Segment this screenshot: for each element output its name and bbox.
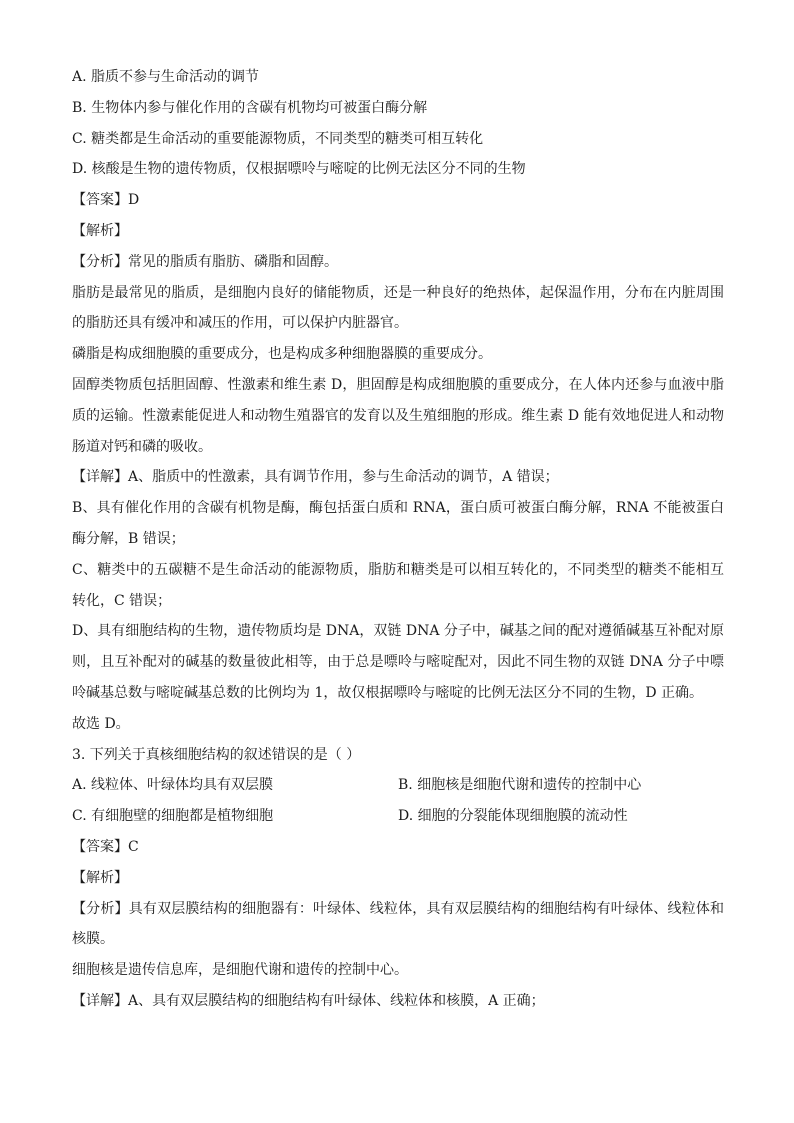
fenxi-label: 【分析】 [72,900,129,917]
q2-option-c: C. 糖类都是生命活动的重要能源物质，不同类型的糖类可相互转化 [72,130,484,147]
fenxi-text: 常见的脂质有脂肪、磷脂和固醇。 [128,253,338,270]
q3-option-c: C. 有细胞壁的细胞都是植物细胞 [72,808,274,825]
q2-option-d: D. 核酸是生物的遗传物质，仅根据嘌呤与嘧啶的比例无法区分不同的生物 [72,161,526,178]
fenxi-label: 【分析】 [72,253,128,270]
q2-analysis-label: 【解析】 [72,222,128,239]
document-page [72,62,724,1017]
q2-paragraph-phospholipid: 磷脂是构成细胞膜的重要成分，也是构成多种细胞器膜的重要成分。 [72,346,492,363]
q3-analysis-label: 【解析】 [72,869,128,886]
q2-conclusion: 故选 D。 [72,715,130,732]
q3-option-b: B. 细胞核是细胞代谢和遗传的控制中心 [398,777,642,794]
q2-detail-d: D、具有细胞结构的生物，遗传物质均是 DNA，双链 DNA 分子中，碱基之间的配对遵循碱基互补配对原则，且互补配对的碱基的数量彼此相等，由于总是嘌呤与嘧啶配对，因此不同生物的双链 DNA 分子中嘌呤碱基总数与嘧啶碱基总数的比例均为 1，故仅根据嘌呤与嘧啶的比例无法区分不同的生物，D 正确。 [72,623,724,701]
q3-options-row-1 [72,770,724,801]
q2-paragraph-sterol: 固醇类物质包括胆固醇、性激素和维生素 D，胆固醇是构成细胞膜的重要成分，在人体内还参与血液中脂质的运输。性激素能促进人和动物生殖器官的发育以及生殖细胞的形成。维生素 D 能有效地促进人和动物肠道对钙和磷的吸收。 [72,376,724,455]
q3-options-row-2 [72,801,724,832]
answer-label: 【答案】 [72,838,128,855]
q3-answer [72,832,724,863]
q3-option-a: A. 线粒体、叶绿体均具有双层膜 [72,777,274,794]
q3-stem: 3. 下列关于真核细胞结构的叙述错误的是（ ） [72,746,361,763]
q2-answer [72,185,724,216]
q2-option-b: B. 生物体内参与催化作用的含碳有机物均可被蛋白酶分解 [72,99,428,116]
answer-value: D [128,192,140,209]
q2-paragraph-fat: 脂肪是最常见的脂质，是细胞内良好的储能物质，还是一种良好的绝热体，起保温作用，分布在内脏周围的脂肪还具有缓冲和减压的作用，可以保护内脏器官。 [72,284,724,332]
xiangjie-text: A、具有双层膜结构的细胞结构有叶绿体、线粒体和核膜，A 正确； [128,992,545,1009]
q2-option-a: A. 脂质不参与生命活动的调节 [72,69,260,85]
q3-paragraph-nucleus: 细胞核是遗传信息库，是细胞代谢和遗传的控制中心。 [72,962,408,979]
q3-fenxi [72,894,724,956]
q2-detail-b: B、具有催化作用的含碳有机物是酶，酶包括蛋白质和 RNA，蛋白质可被蛋白酶分解，RNA 不能被蛋白酶分解，B 错误； [72,500,724,547]
q2-xiangjie [72,462,724,493]
q2-detail-c: C、糖类中的五碳糖不是生命活动的能源物质，脂肪和糖类是可以相互转化的，不同类型的糖类不能相互转化，C 错误； [72,561,724,609]
answer-label: 【答案】 [72,192,128,209]
q3-xiangjie [72,986,724,1017]
q3-option-d: D. 细胞的分裂能体现细胞膜的流动性 [398,808,628,825]
q2-fenxi [72,247,724,278]
xiangjie-text: A、脂质中的性激素，具有调节作用，参与生命活动的调节，A 错误； [128,469,559,486]
xiangjie-label: 【详解】 [72,469,128,486]
fenxi-text: 具有双层膜结构的细胞器有：叶绿体、线粒体，具有双层膜结构的细胞结构有叶绿体、线粒体和核膜。 [72,900,725,948]
xiangjie-label: 【详解】 [72,992,128,1009]
answer-value: C [128,838,139,855]
